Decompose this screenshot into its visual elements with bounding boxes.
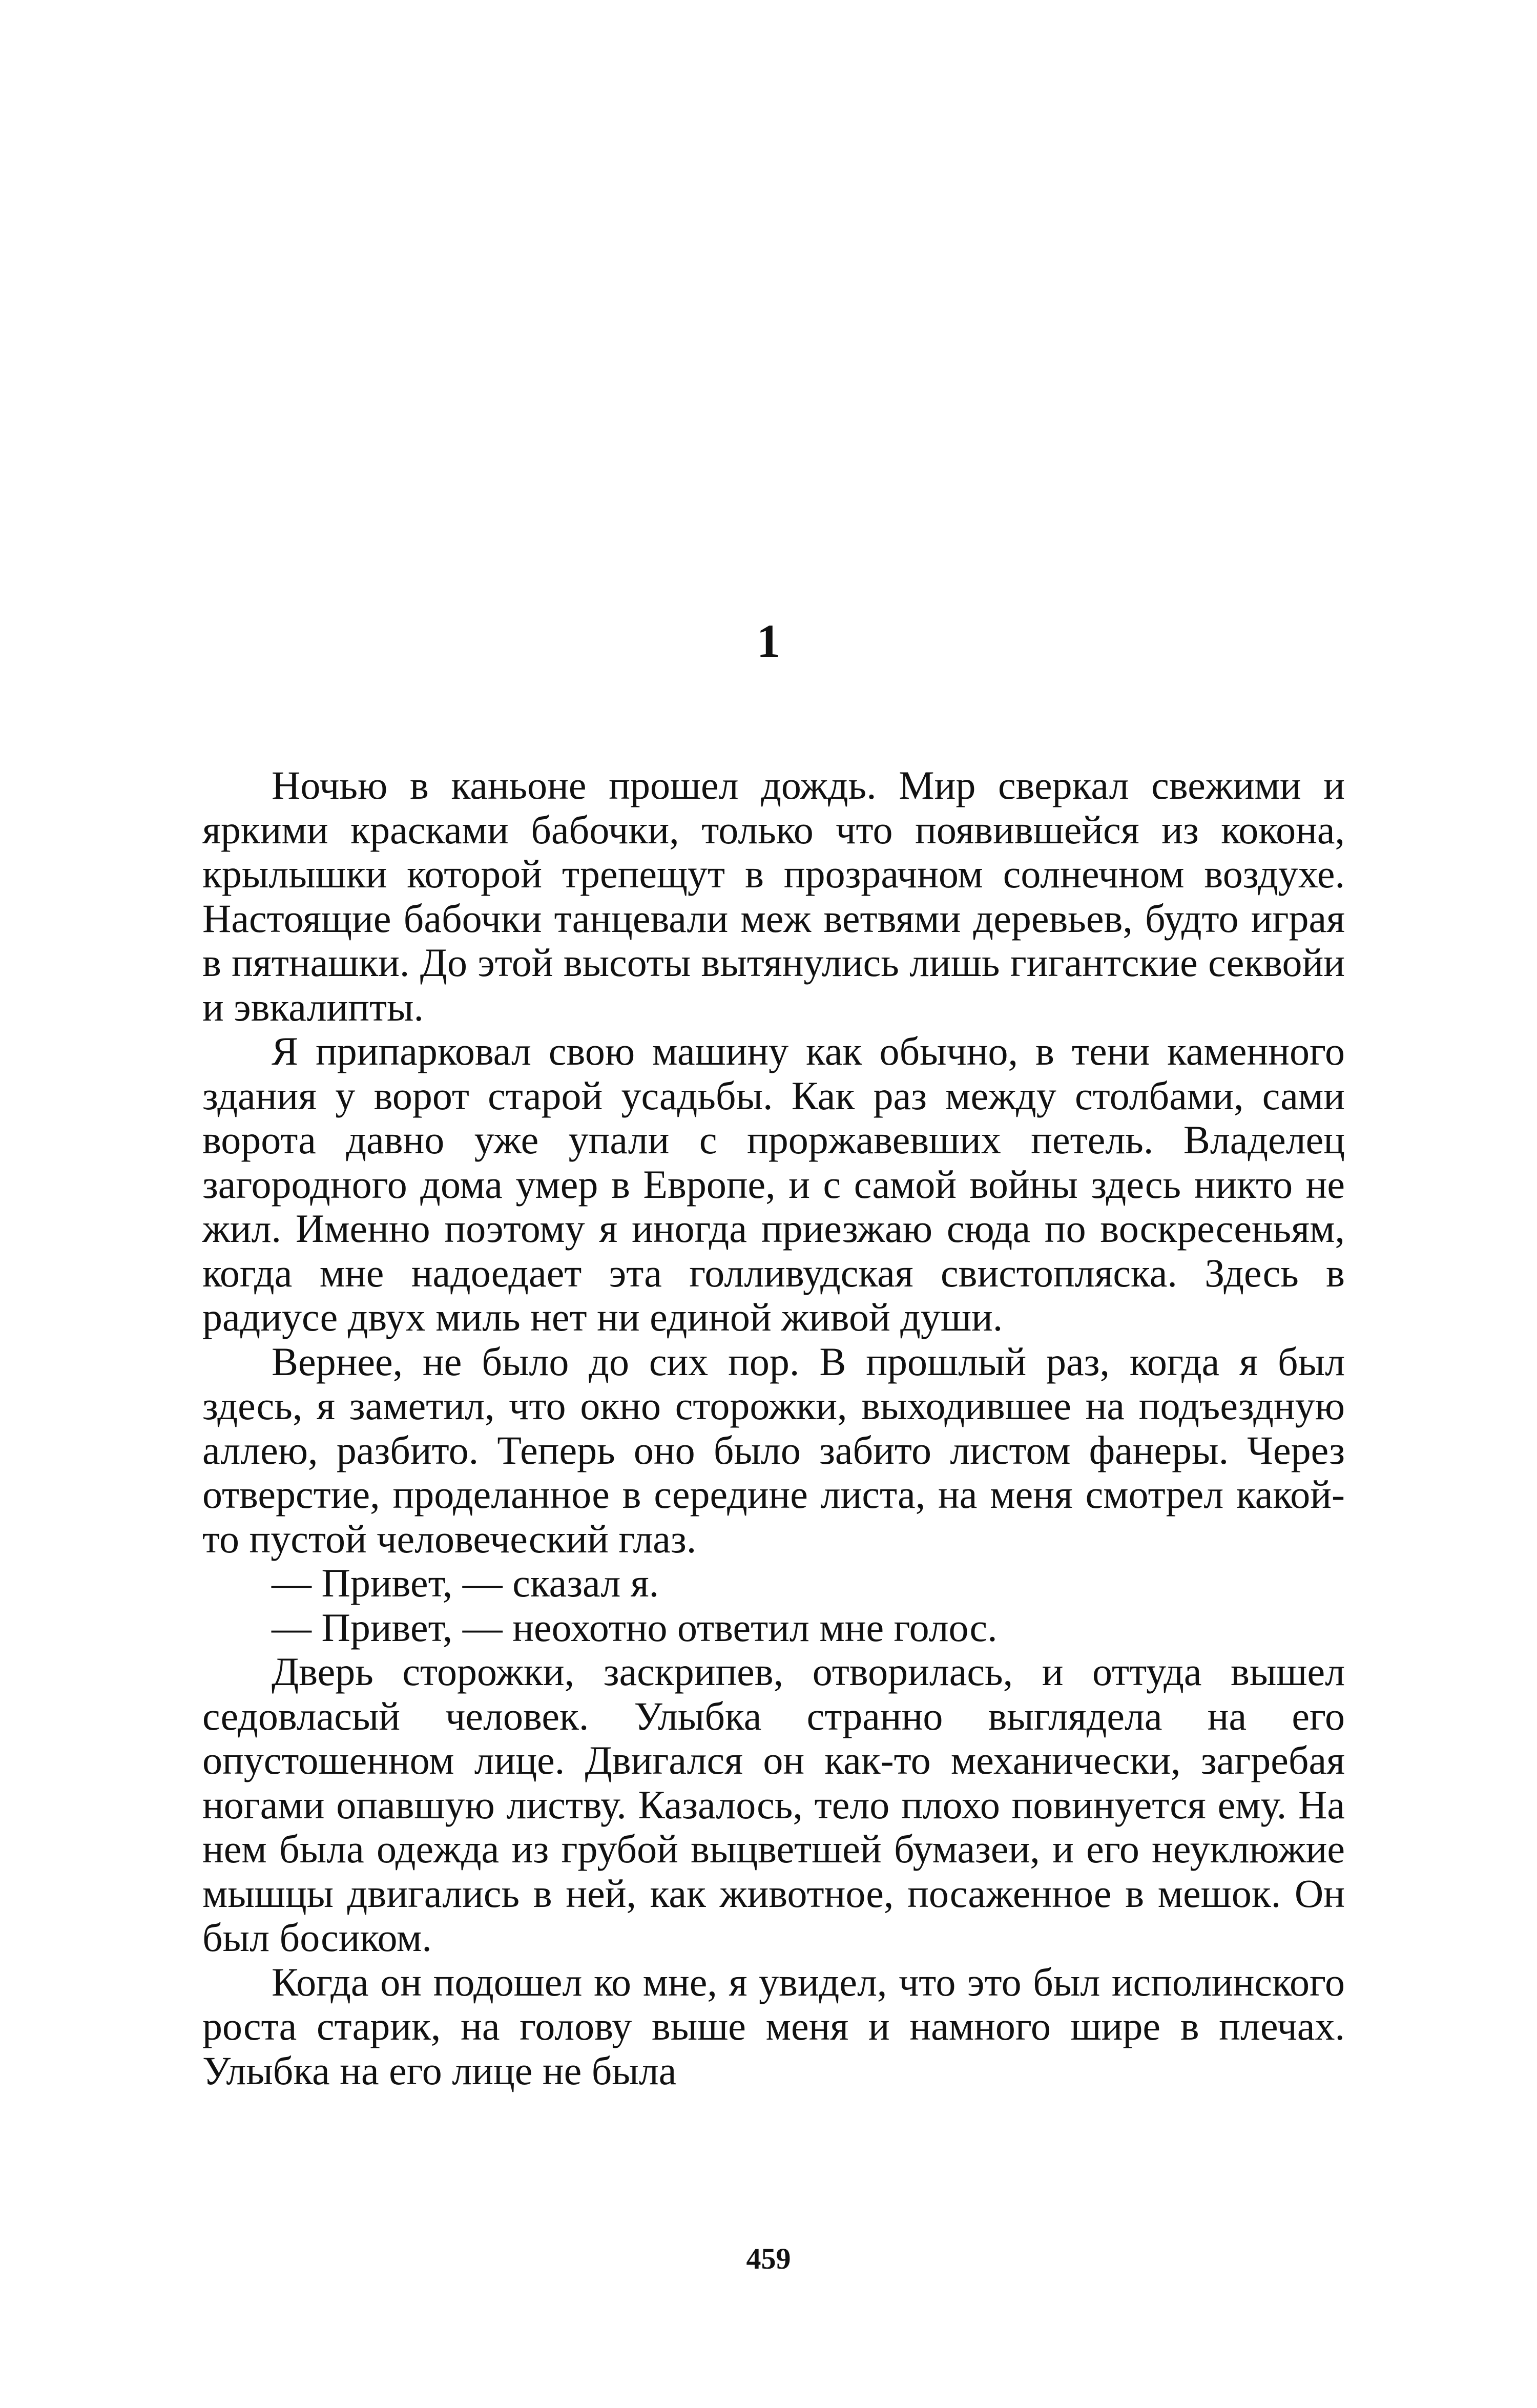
dialogue-line-1: — Привет, — сказал я.	[272, 1561, 659, 1605]
paragraph-4: Дверь сторожки, заскрипев, отворилась, и оттуда вышел седовласый человек. Улыбка странно выглядела на его опустошенном лице. Двигался он как-то механически, загребая ногами опавшую листву. Казалось, тело плохо повинуется ему. На нем была одежда из грубой выцветшей бумазеи, и его неуклюжие мышцы двигались в ней, как животное, посаженное в мешок. Он был босиком.	[202, 1649, 1345, 1960]
paragraph-3: Вернее, не было до сих пор. В прошлый раз, когда я был здесь, я заметил, что окно сторожки, выходившее на подъездную аллею, разбито. Теперь оно было забито листом фанеры. Через отверстие, проделанное в середине листа, на меня смотрел какой-то пустой человеческий глаз.	[202, 1339, 1345, 1561]
paragraph-5: Когда он подошел ко мне, я увидел, что это был исполинского роста старик, на голову выше меня и намного шире в плечах. Улыбка на его лице не была	[202, 1959, 1345, 2093]
page-number: 459	[746, 2242, 791, 2275]
dialogue-line-2: — Привет, — неохотно ответил мне голос.	[272, 1605, 998, 1650]
paragraph-2: Я припарковал свою машину как обычно, в тени каменного здания у ворот старой усадьбы. Как раз между столбами, сами ворота давно уже упали с проржавевших петель. Владелец загородного дома умер в Европе, и с самой войны здесь никто не жил. Именно поэтому я иногда приезжаю сюда по воскресеньям, когда мне надоедает эта голливудская свистопляска. Здесь в радиусе двух миль нет ни единой живой души.	[202, 1029, 1345, 1339]
chapter-number: 1	[757, 615, 780, 667]
text-body	[202, 763, 1345, 2093]
paragraph-1: Ночью в каньоне прошел дождь. Мир сверкал свежими и яркими красками бабочки, только что появившейся из кокона, крылышки которой трепещут в прозрачном солнечном воздухе. Настоящие бабочки танцевали меж ветвями деревьев, будто играя в пятнашки. До этой высоты вытянулись лишь гигантские секвойи и эвкалипты.	[202, 763, 1345, 1029]
